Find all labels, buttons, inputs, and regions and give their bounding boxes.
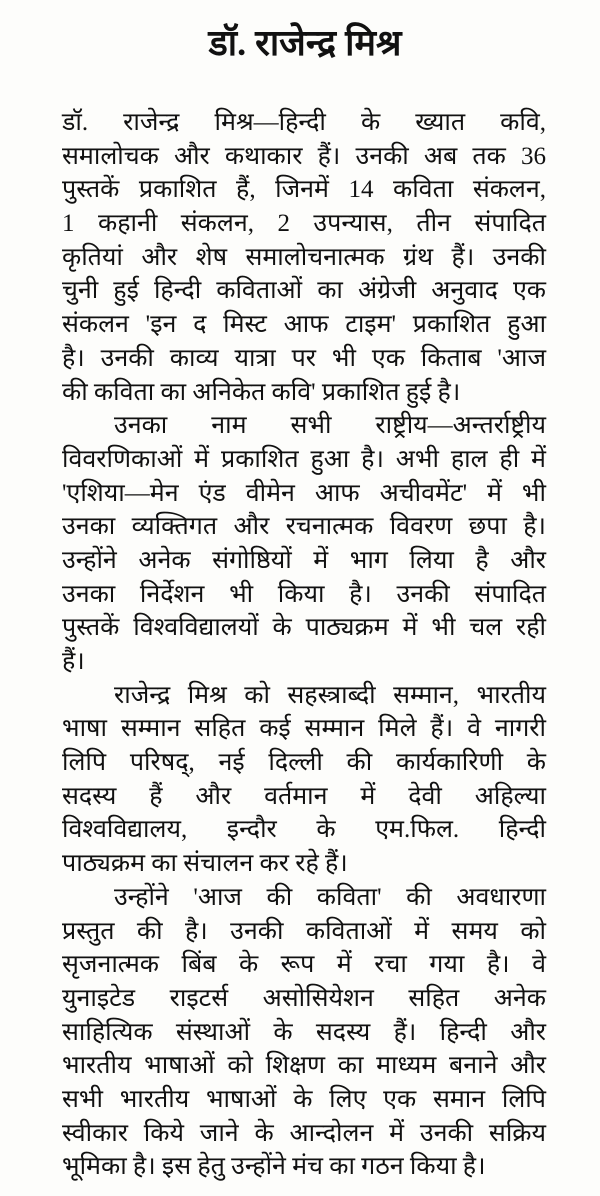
text-line: समालोचक और कथाकार हैं। उनकी अब तक 36: [62, 142, 546, 170]
text-line: पाठ्यक्रम का संचालन कर रहे हैं।: [62, 850, 348, 878]
text-line: उनका नाम सभी राष्ट्रीय—अन्तर्राष्ट्रीय: [114, 412, 546, 440]
text-line: 'एशिया—मेन एंड वीमेन आफ अचीवमेंट' में भी: [62, 479, 546, 507]
text-line: चुनी हुई हिन्दी कविताओं का अंग्रेजी अनुवाद एक: [62, 277, 546, 305]
text-line: प्रस्तुत की है। उनकी कविताओं में समय को: [62, 917, 546, 945]
text-line: विवरणिकाओं में प्रकाशित हुआ है। अभी हाल ही में: [62, 445, 546, 473]
text-line: स्वीकार किये जाने के आन्दोलन में उनकी सक्रिय: [62, 1119, 546, 1147]
text-line: लिपि परिषद्, नई दिल्ली की कार्यकारिणी के: [62, 749, 546, 777]
text-line: पुस्तकें विश्वविद्यालयों के पाठ्यक्रम में भी चल रही: [62, 614, 546, 642]
paragraph: [62, 679, 546, 881]
text-line: युनाइटेड राइटर्स असोसियेशन सहित अनेक: [62, 984, 546, 1012]
text-line: उन्होंने अनेक संगोष्ठियों में भाग लिया है और: [62, 546, 546, 574]
text-line: उनका व्यक्तिगत और रचनात्मक विवरण छपा है।: [62, 513, 546, 541]
text-line: विश्वविद्यालय, इन्दौर के एम.फिल. हिन्दी: [62, 816, 546, 844]
text-line: सृजनात्मक बिंब के रूप में रचा गया है। वे: [62, 951, 546, 979]
text-line: डॉ. राजेन्द्र मिश्र—हिन्दी के ख्यात कवि,: [62, 109, 546, 136]
paragraph: [62, 881, 546, 1184]
page-title: डॉ. राजेन्द्र मिश्र: [208, 23, 402, 63]
text-line: की कविता का अनिकेत कवि' प्रकाशित हुई है।: [62, 378, 461, 406]
text-line: हैं।: [62, 648, 85, 675]
text-line: भारतीय भाषाओं को शिक्षण का माध्यम बनाने और: [62, 1052, 546, 1080]
text-line: पुस्तकें प्रकाशित हैं, जिनमें 14 कविता संकलन,: [62, 176, 546, 204]
text-line: है। उनकी काव्य यात्रा पर भी एक किताब 'आज: [62, 344, 546, 372]
text-line: उनका निर्देशन भी किया है। उनकी संपादित: [62, 580, 546, 608]
text-line: संकलन 'इन द मिस्ट आफ टाइम' प्रकाशित हुआ: [62, 311, 546, 339]
text-line: कृतियां और शेष समालोचनात्मक ग्रंथ हैं। उनकी: [62, 243, 546, 271]
text-line: 1 कहानी संकलन, 2 उपन्यास, तीन संपादित: [62, 210, 546, 238]
text-line: भाषा सम्मान सहित कई सम्मान मिले हैं। वे नागरी: [62, 715, 546, 743]
paragraph: [62, 106, 546, 409]
article-body: [62, 106, 546, 1184]
text-line: उन्होंने 'आज की कविता' की अवधारणा: [114, 883, 546, 911]
text-line: राजेन्द्र मिश्र को सहस्त्राब्दी सम्मान, भारतीय: [114, 681, 546, 709]
text-line: सदस्य हैं और वर्तमान में देवी अहिल्या: [62, 782, 546, 810]
text-line: भूमिका है। इस हेतु उन्होंने मंच का गठन किया है।: [62, 1153, 486, 1181]
paragraph: [62, 409, 546, 679]
text-line: सभी भारतीय भाषाओं के लिए एक समान लिपि: [62, 1085, 546, 1113]
text-line: साहित्यिक संस्थाओं के सदस्य हैं। हिन्दी और: [62, 1018, 546, 1046]
